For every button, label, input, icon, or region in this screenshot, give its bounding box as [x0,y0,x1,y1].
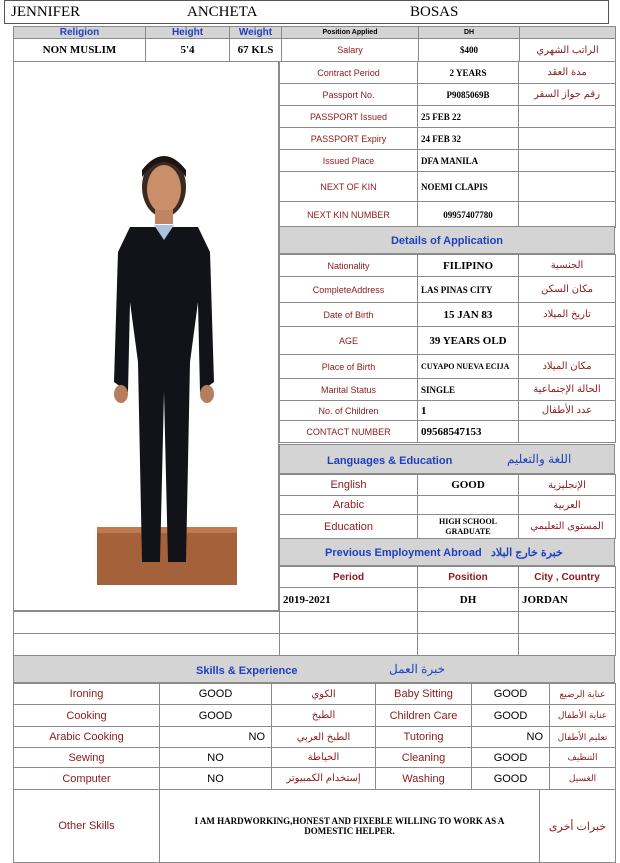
details-4-arabic: مكان الميلاد [519,355,616,379]
employment-col-period: Period [280,567,418,588]
languages-rows-2-value: HIGH SCHOOL GRADUATE [418,515,519,539]
table-row [280,421,616,443]
details-4-value: CUYAPO NUEVA ECIJA [418,355,519,379]
skills-rows-4-l-label: Computer [14,768,160,790]
table-row [14,768,616,790]
other-skills-value: I AM HARDWORKING,HONEST AND FIXEBLE WILLING TO WORK AS A DOMESTIC HELPER. [160,790,540,863]
details-5-arabic: الحالة الإجتماعية [519,379,616,401]
table-row [280,277,616,303]
contract-3-value: 25 FEB 22 [418,106,519,128]
details-0-value: FILIPINO [418,255,519,277]
languages-rows-0-label: English [280,475,418,496]
other-skills-label: Other Skills [14,790,160,863]
header-table [13,26,616,62]
skills-rows-3-r-value: GOOD [472,748,550,768]
details-6-label: No. of Children [280,401,418,421]
table-cell [280,612,418,634]
skills-rows-4-l-value: NO [160,768,272,790]
details-3-label: AGE [280,327,418,355]
table-row [14,684,616,705]
middle-name: ANCHETA [187,4,258,20]
other-skills-table [13,789,616,863]
contract-table [279,61,616,228]
table-row [280,496,616,515]
skills-rows-1-l-label: Cooking [14,705,160,727]
skills-rows-2-r-ar: تعليم الأطفال [550,727,616,748]
table-row [280,327,616,355]
table-row [14,790,616,863]
table-row [14,705,616,727]
skills-rows-3-l-ar: الخياطة [272,748,376,768]
languages-rows-0-value: GOOD [418,475,519,496]
languages-rows-1-value [418,496,519,515]
table-row [280,588,616,612]
skills-title: Skills & Experience [196,665,298,677]
skills-rows-1-r-value: GOOD [472,705,550,727]
details-3-value: 39 YEARS OLD [418,327,519,355]
table-row [14,27,616,39]
skills-rows-2-l-ar: الطبخ العربي [272,727,376,748]
details-1-arabic: مكان السكن [519,277,616,303]
table-row [280,355,616,379]
skills-rows-0-l-value: GOOD [160,684,272,705]
employment-title-ar: خبرة خارج البلاد [491,547,563,559]
languages-title [279,444,615,474]
contract-3-label: PASSPORT Issued [280,106,418,128]
table-cell [519,421,616,443]
contract-7-label: NEXT KIN NUMBER [280,202,418,228]
skills-rows-0-l-label: Ironing [14,684,160,705]
contract-2-label: Passport No. [280,84,418,106]
table-row [280,84,616,106]
details-2-value: 15 JAN 83 [418,303,519,327]
contract-7-value: 09957407780 [418,202,519,228]
last-name: BOSAS [410,4,459,20]
skills-rows-0-r-value: GOOD [472,684,550,705]
details-5-value: SINGLE [418,379,519,401]
skills-rows-3-l-label: Sewing [14,748,160,768]
skills-rows-1-r-label: Children Care [376,705,472,727]
blank-rows [13,611,616,656]
table-cell [14,634,280,656]
table-cell [418,612,519,634]
contract-1-label: Contract Period [280,62,418,84]
contract-4-label: PASSPORT Expiry [280,128,418,150]
table-cell [280,634,418,656]
skills-rows-1-l-ar: الطبخ [272,705,376,727]
details-0-arabic: الجنسية [519,255,616,277]
skills-rows-0-r-ar: عناية الرضيع [550,684,616,705]
details-6-arabic: عدد الأطفال [519,401,616,421]
position-label: Position Applied [282,27,419,39]
table-row [280,379,616,401]
skills-rows-4-r-ar: الغسيل [550,768,616,790]
table-row [280,202,616,228]
table-row [14,748,616,768]
languages-rows-0-arabic: الإنجليزية [519,475,616,496]
table-row [280,128,616,150]
languages-rows-1-label: Arabic [280,496,418,515]
skills-table [13,683,616,790]
employment-col-country: City , Country [519,567,616,588]
languages-table [279,474,616,539]
details-2-arabic: تاريخ الميلاد [519,303,616,327]
contract-6-value: NOEMI CLAPIS [418,172,519,202]
table-row [280,515,616,539]
table-row [280,172,616,202]
photo-panel [13,61,279,611]
contract-5-value: DFA MANILA [418,150,519,172]
employment-col-position: Position [418,567,519,588]
skills-title [13,655,615,683]
skills-rows-4-r-value: GOOD [472,768,550,790]
languages-rows-2-label: Education [280,515,418,539]
table-row [14,39,616,62]
contract-label: Salary [282,39,419,62]
skills-rows-2-l-label: Arabic Cooking [14,727,160,748]
table-cell [14,612,280,634]
skills-rows-2-l-value: NO [160,727,272,748]
table-cell [519,128,616,150]
table-row [280,303,616,327]
details-6-value: 1 [418,401,519,421]
details-table [279,254,616,443]
skills-rows-3-r-label: Cleaning [376,748,472,768]
weight-value: 67 KLS [230,39,282,62]
table-cell [418,634,519,656]
skills-rows-4-r-label: Washing [376,768,472,790]
religion-label: Religion [14,27,146,39]
skills-rows-0-r-label: Baby Sitting [376,684,472,705]
religion-value: NON MUSLIM [14,39,146,62]
languages-rows-1-arabic: العربية [519,496,616,515]
details-1-value: LAS PINAS CITY [418,277,519,303]
contract-4-value: 24 FEB 32 [418,128,519,150]
position-value: DH [419,27,520,39]
employment-table [279,566,616,612]
skills-rows-3-l-value: NO [160,748,272,768]
table-row [280,401,616,421]
table-row [280,106,616,128]
contract-6-label: NEXT OF KIN [280,172,418,202]
contract-2-arabic: رقم جواز السفر [519,84,616,106]
skills-rows-2-r-label: Tutoring [376,727,472,748]
skills-rows-1-l-value: GOOD [160,705,272,727]
table-cell [519,172,616,202]
skills-title-ar: خبرة العمل [389,662,446,676]
weight-label: Weight [230,27,282,39]
table-row [280,62,616,84]
skills-rows-2-r-value: NO [472,727,550,748]
employment-title [279,538,615,566]
height-label: Height [146,27,230,39]
contract-arabic: الراتب الشهري [520,39,616,62]
table-cell [519,327,616,355]
table-cell [520,27,616,39]
table-row [14,727,616,748]
details-2-label: Date of Birth [280,303,418,327]
employment-rows-0-period: 2019-2021 [280,588,418,612]
skills-rows-3-r-ar: التنظيف [550,748,616,768]
name-bar [4,0,609,24]
employment-title: Previous Employment Abroad [325,547,482,559]
contract-1-value: 2 YEARS [418,62,519,84]
first-name: JENNIFER [11,4,81,20]
details-1-label: CompleteAddress [280,277,418,303]
languages-title-ar: اللغة والتعليم [507,452,572,466]
contract-2-value: P9085069B [418,84,519,106]
table-cell [519,634,616,656]
details-7-value: 09568547153 [418,421,519,443]
table-row [280,255,616,277]
contract-5-label: Issued Place [280,150,418,172]
table-row [280,150,616,172]
skills-rows-1-r-ar: عناية الأطفال [550,705,616,727]
table-row [14,634,616,656]
other-skills-arabic: خبرات أخرى [540,790,616,863]
languages-rows-2-arabic: المستوى التعليمي [519,515,616,539]
employment-rows-0-position: DH [418,588,519,612]
languages-title: Languages & Education [327,455,453,467]
employment-rows-0-country: JORDAN [519,588,616,612]
skills-rows-0-l-ar: الكوي [272,684,376,705]
applicant-photo [14,62,280,612]
skills-rows-4-l-ar: إستخدام الكمبيوتر [272,768,376,790]
details-0-label: Nationality [280,255,418,277]
table-cell [519,106,616,128]
table-cell [519,612,616,634]
height-value: 5'4 [146,39,230,62]
table-cell [519,150,616,172]
details-7-label: CONTACT NUMBER [280,421,418,443]
table-row [14,612,616,634]
contract-value: $400 [419,39,520,62]
table-row [280,567,616,588]
details-5-label: Marital Status [280,379,418,401]
details-4-label: Place of Birth [280,355,418,379]
details-title: Details of Application [279,226,615,254]
table-cell [519,202,616,228]
table-row [280,475,616,496]
contract-1-arabic: مدة العقد [519,62,616,84]
